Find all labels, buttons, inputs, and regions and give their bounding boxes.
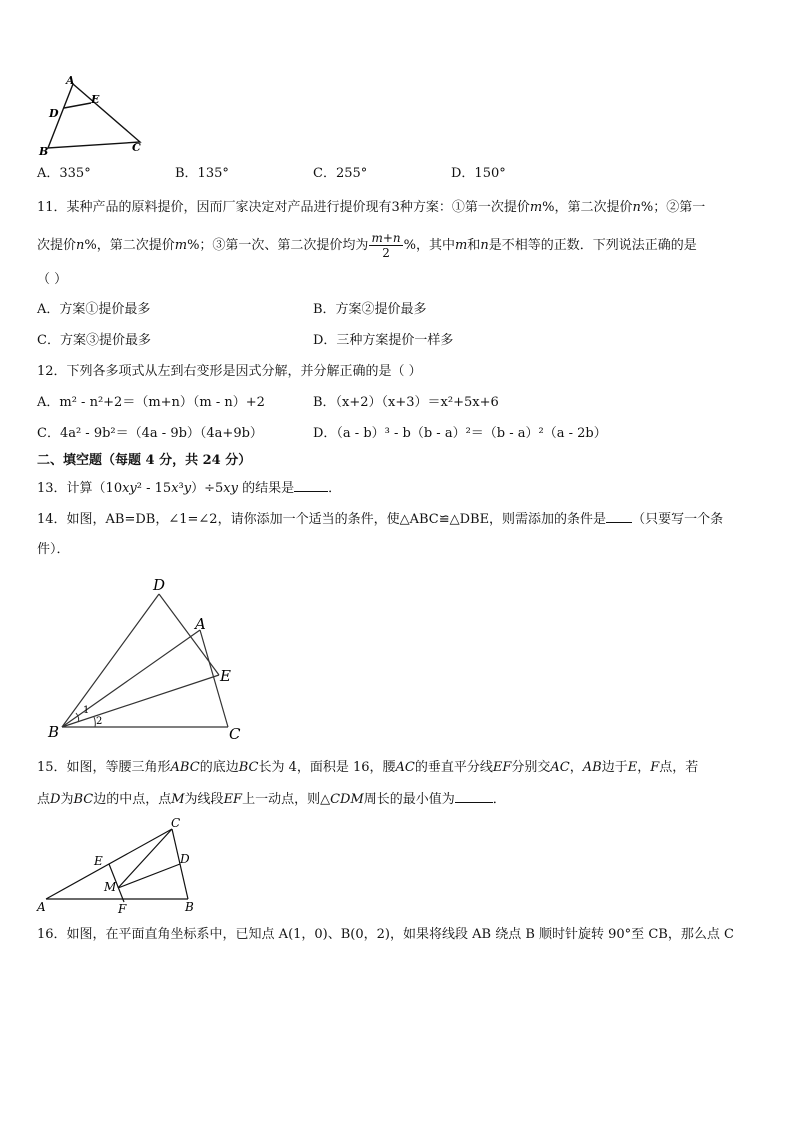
q14-line-2: 件）． (37, 542, 70, 557)
q15-figure (34, 815, 204, 915)
q15-line-1: 15．如图，等腰三角形ABC的底边BC长为 4，面积是 16，腰AC的垂直平分线EF分别交AC，AB边于E，F点，若 (37, 760, 699, 775)
q11-option-c: C．方案③提价最多 (37, 333, 151, 348)
q12-option-c: C．4a² - 9b²＝（4a - 9b）（4a+9b） (37, 426, 263, 441)
q14-label-e: E (220, 667, 231, 685)
q11-line-2: 次提价n%，第二次提价m%；③第一次、第二次提价均为 $\frac{m+n}{2}$ %，其中m和n是不相等的正数．下列说法正确的是 (37, 231, 697, 260)
q13-line: 13．计算（10xy² - 15x³y）÷5xy 的结果是 ． (37, 481, 342, 496)
q11-line-3: （ ） (37, 272, 68, 287)
q14-label-d: D (153, 576, 166, 594)
q15-answer-blank[interactable] (455, 790, 493, 803)
q14-angle-label-1: 1 (83, 705, 90, 716)
q15-label-e: E (94, 854, 103, 868)
q11-fraction: $\frac{m+n}{2}$ (371, 231, 401, 260)
q15-segment-cm (118, 829, 172, 888)
q10-option-d: D．150° (451, 166, 506, 181)
q15-label-c: C (171, 816, 181, 830)
q12-option-b: B．（x+2）（x+3）＝x²+5x+6 (313, 395, 499, 410)
q10-option-b: B．135° (175, 166, 229, 181)
q11-line-1: 11．某种产品的原料提价，因而厂家决定对产品进行提价现有3种方案：①第一次提价m%，第二次提价n%；②第一 (37, 200, 706, 215)
q14-segment-bd (62, 594, 159, 727)
q14-label-b: B (48, 723, 60, 741)
q10-label-b: B (39, 145, 49, 158)
q12-option-a: A．m² - n²+2＝（m+n）（m - n）+2 (37, 395, 265, 410)
q10-triangle-figure (35, 72, 150, 160)
q15-label-a: A (37, 900, 46, 914)
q10-label-c: C (132, 141, 141, 154)
section-heading-fill-in: 二、填空题（每题 4 分，共 24 分） (37, 453, 252, 468)
q14-label-c: C (229, 725, 241, 743)
q11-option-d: D．三种方案提价一样多 (313, 333, 454, 348)
q10-option-a: A．335° (37, 166, 91, 181)
q11-option-a: A．方案①提价最多 (37, 302, 151, 317)
q14-segment-be (62, 675, 219, 727)
q14-label-a: A (195, 615, 206, 633)
q14-line-1: 14．如图，AB=DB，∠1=∠2，请你添加一个适当的条件，使△ABC≌△DBE，则需添加的条件是 （只要写一个条 (37, 512, 724, 527)
q15-segment-md (118, 864, 180, 888)
q10-label-d: D (49, 107, 59, 120)
q10-option-c: C．255° (313, 166, 368, 181)
q15-label-d: D (180, 852, 190, 866)
q14-angle-label-2: 2 (96, 716, 103, 727)
q11-option-b: B．方案②提价最多 (313, 302, 427, 317)
q12-option-d: D．（a - b）³ - b（b - a）²＝（b - a）²（a - 2b） (313, 426, 607, 441)
q12-stem: 12．下列各多项式从左到右变形是因式分解，并分解正确的是（ ） (37, 364, 422, 379)
q15-label-b: B (185, 900, 194, 914)
q14-answer-blank[interactable] (606, 510, 632, 523)
q15-label-m: M (104, 880, 117, 894)
q14-figure (40, 575, 260, 745)
q15-line-2: 点D为BC边的中点，点M为线段EF上一动点，则△CDM周长的最小值为 ． (37, 792, 506, 807)
q13-answer-blank[interactable] (294, 479, 328, 492)
q10-label-e: E (91, 93, 100, 106)
q10-segment-de (64, 103, 91, 108)
q15-label-f: F (118, 902, 127, 915)
q16-line: 16．如图，在平面直角坐标系中，已知点 A(1，0)、B(0，2)，如果将线段 AB 绕点 B 顺时针旋转 90°至 CB，那么点 C (37, 927, 734, 942)
q10-label-a: A (66, 74, 75, 87)
